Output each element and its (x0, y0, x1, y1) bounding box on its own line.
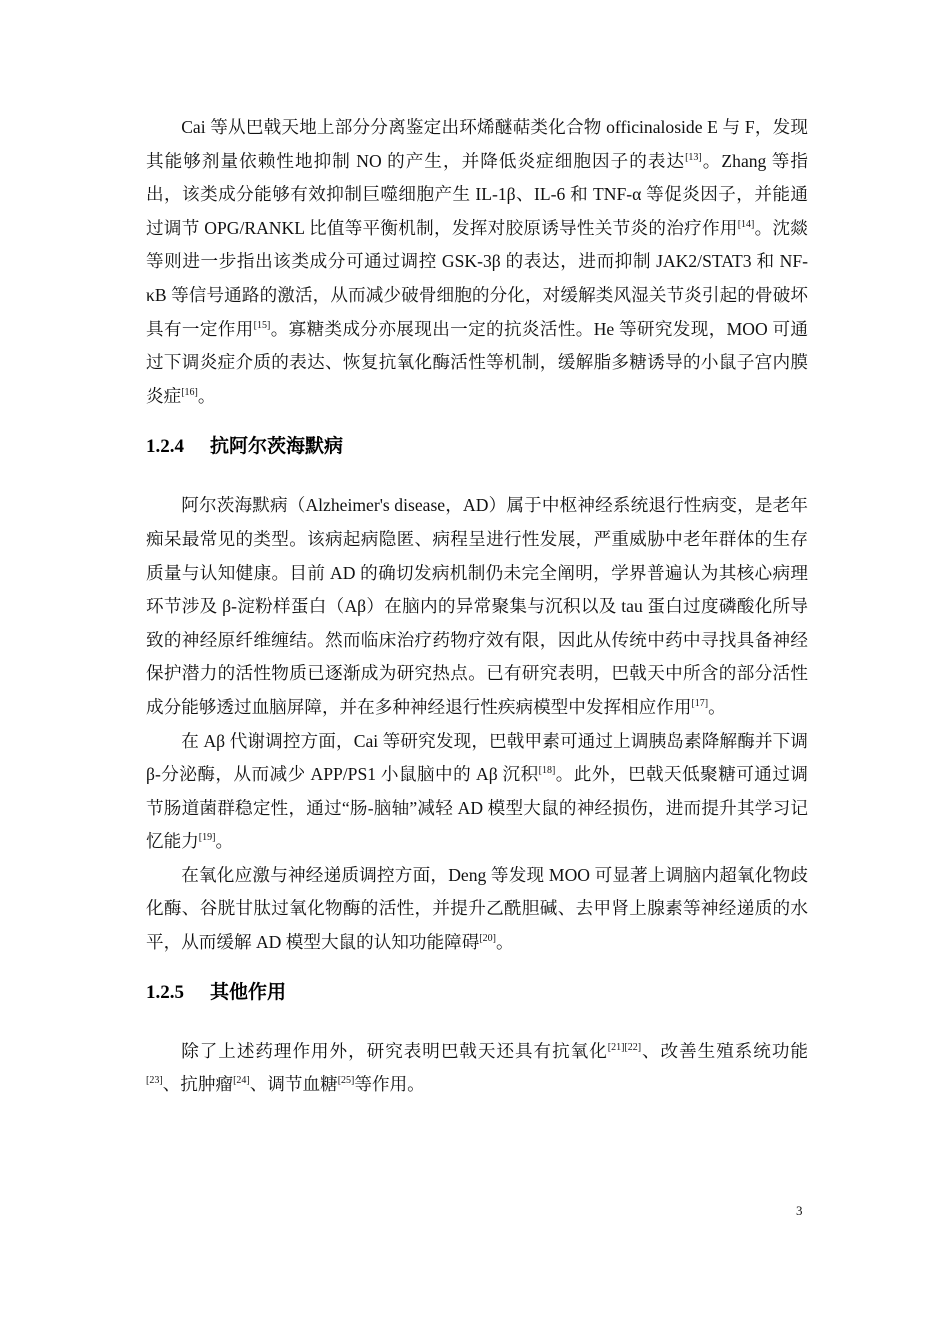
section-number: 1.2.4 (146, 436, 184, 458)
citation-ref: [18] (538, 765, 556, 777)
citation-ref: [23] (146, 1075, 163, 1087)
page-content (146, 111, 808, 1102)
paragraph-text: 除了上述药理作用外，研究表明巴戟天还具有抗氧化 (181, 1040, 608, 1061)
paragraph-text: 。 (215, 831, 234, 852)
page-number: 3 (796, 1203, 803, 1218)
paragraph-text: 在氧化应激与神经递质调控方面，Deng 等发现 MOO 可显著上调脑内超氧化物歧化酶、谷胱甘肽过氧化物酶的活性，并提升乙酰胆碱、去甲肾上腺素等神经递质的水平，从而缓解 AD 模型大鼠的认知功能障碍 (146, 864, 808, 953)
section-title: 抗阿尔茨海默病 (210, 436, 344, 458)
paragraph-text: 、调节血糖 (249, 1074, 338, 1095)
paragraph-text: 。寡糖类成分亦展现出一定的抗炎活性。He 等研究发现，MOO 可通过下调炎症介质的表达、恢复抗氧化酶活性等机制，缓解脂多糖诱导的小鼠子宫内膜炎症 (146, 318, 808, 406)
section-heading-1-2-4 (146, 430, 808, 463)
citation-ref: [20] (479, 933, 496, 945)
citation-ref: [19] (198, 832, 216, 844)
paragraph-text: 、抗肿瘤 (162, 1074, 234, 1095)
citation-ref: [13] (685, 151, 702, 163)
section-heading-1-2-5 (146, 976, 808, 1009)
paragraph-text: 。 (495, 932, 514, 953)
section-title: 其他作用 (210, 981, 287, 1003)
body-paragraph (146, 725, 808, 859)
paragraph-text: 。沈燚等则进一步指出该类成分可通过调控 GSK-3β 的表达，进而抑制 JAK2/STAT3 和 NF-κB 等信号通路的激活，从而减少破骨细胞的分化，对缓解类风湿关节炎引起的骨破坏具有一定作用 (146, 217, 808, 339)
citation-ref: [17] (691, 697, 709, 709)
paragraph-text: 。Zhang 等指出，该类成分能够有效抑制巨噬细胞产生 IL-1β、IL-6 和 TNF-α 等促炎因子，并能通过调节 OPG/RANKL 比值等平衡机制，发挥对胶原诱导性关节炎的治疗作用 (146, 150, 808, 238)
paragraph-text: 阿尔茨海默病（Alzheimer's disease，AD）属于中枢神经系统退行性病变，是老年痴呆最常见的类型。该病起病隐匿、病程呈进行性发展，严重威胁中老年群体的生存质量与认知健康。目前 AD 的确切发病机制仍未完全阐明，学界普遍认为其核心病理环节涉及 β-淀粉样蛋白（Aβ）在脑内的异常聚集与沉积以及 tau 蛋白过度磷酸化所导致的神经原纤维缠结。然而临床治疗药物疗效有限，因此从传统中药中寻找具备神经保护潜力的活性物质已逐渐成为研究热点。已有研究表明，巴戟天中所含的部分活性成分能够透过血脑屏障，并在多种神经退行性疾病模型中发挥相应作用 (146, 495, 808, 717)
citation-ref: [15] (253, 319, 271, 331)
paragraph-text: 、改善生殖系统功能 (641, 1040, 808, 1061)
paragraph-group-intro (146, 111, 808, 413)
paragraph-group-alzheimers (146, 489, 808, 959)
paragraph-text: 。 (708, 696, 726, 717)
paragraph-text: Cai 等从巴戟天地上部分分离鉴定出环烯醚萜类化合物 officinaloside E 与 F，发现其能够剂量依赖性地抑制 NO 的产生，并降低炎症细胞因子的表达 (146, 117, 808, 171)
paragraph-text: 在 Aβ 代谢调控方面，Cai 等研究发现，巴戟甲素可通过上调胰岛素降解酶并下调 β-分泌酶，从而减少 APP/PS1 小鼠脑中的 Aβ 沉积 (146, 730, 808, 785)
citation-ref: [21][22] (607, 1041, 642, 1053)
body-paragraph (146, 859, 808, 960)
section-number: 1.2.5 (146, 981, 184, 1003)
citation-ref: [25] (337, 1075, 355, 1087)
body-paragraph (146, 1035, 808, 1102)
paragraph-text: 。此外，巴戟天低聚糖可通过调节肠道菌群稳定性，通过“肠-脑轴”减轻 AD 模型大鼠的神经损伤，进而提升其学习记忆能力 (146, 764, 808, 852)
citation-ref: [24] (233, 1075, 250, 1087)
body-paragraph (146, 111, 808, 413)
body-paragraph (146, 489, 808, 724)
paragraph-group-other-effects (146, 1035, 808, 1102)
paragraph-text: 。 (197, 385, 216, 406)
citation-ref: [14] (737, 218, 755, 230)
paragraph-text: 等作用。 (354, 1074, 425, 1095)
citation-ref: [16] (181, 386, 198, 398)
